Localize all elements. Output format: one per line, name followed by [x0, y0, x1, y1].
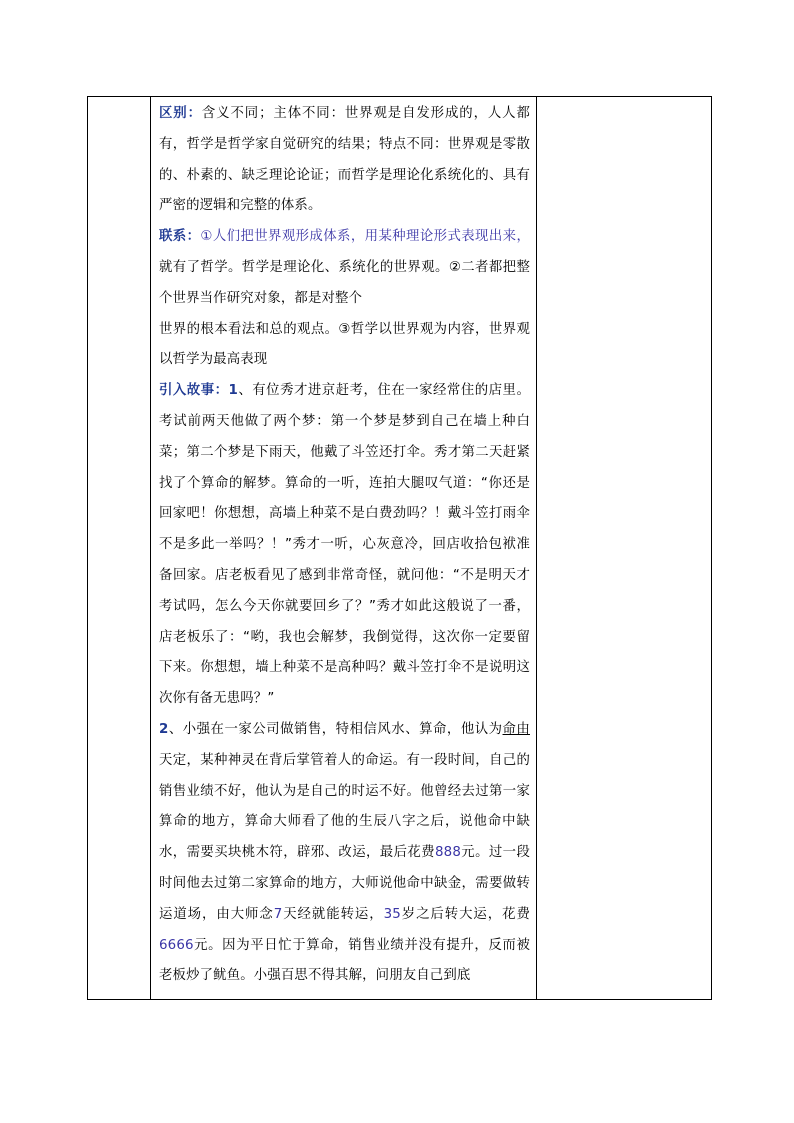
- difference-paragraph: [159, 99, 530, 222]
- story1-paragraph: [159, 376, 530, 715]
- story1-number: 1: [228, 383, 238, 399]
- connection-text-1: 就有了哲学。哲学是理论化、系统化的世界观。②二者都把整个世界当作研究对象，都是对整个: [159, 259, 530, 306]
- story2-paragraph: [159, 715, 530, 992]
- story2-text-b: 天定，某种神灵在背后掌管着人的命运。有一段时间，自己的销售业绩不好，他认为是自己的时运不好。他曾经去过第一家算命的地方，算命大师看了他的生辰八字之后，说他命中缺水，需要买块桃木符，辟邪、改运，最后花费: [159, 752, 530, 861]
- story2-amount1: 888: [435, 845, 462, 861]
- content-column-cell: [151, 97, 537, 1000]
- table-row: [88, 97, 712, 1000]
- story2-days: 7: [273, 906, 283, 922]
- lesson-table: [87, 96, 712, 1000]
- difference-text: 含义不同；主体不同：世界观是自发形成的，人人都有，哲学是哲学家自觉研究的结果；特点不同：世界观是零散的、朴素的、缺乏理论论证；而哲学是理论化系统化的、具有严密的逻辑和完整的体系。: [159, 106, 531, 214]
- connection-paragraph-continued: [159, 315, 530, 377]
- right-column-cell: [537, 97, 712, 1000]
- story2-text-a: 、小强在一家公司做销售，特相信风水、算命，他认为: [168, 721, 503, 737]
- story2-text-c: 元。过一段时间他去过第二家算命的地方，大师说他命中缺金，需要做转运道场，由大师念: [159, 845, 531, 922]
- story2-number: 2: [159, 721, 169, 737]
- story-label: 引入故事：: [159, 383, 229, 399]
- connection-paragraph: [159, 222, 530, 314]
- story2-underlined: 命由: [502, 721, 530, 737]
- content-body: [151, 97, 536, 992]
- story2-text-d: 天经就能转运，: [282, 906, 384, 922]
- left-column-cell: [88, 97, 151, 1000]
- difference-label: 区别：: [159, 106, 202, 121]
- connection-text-2: 世界的根本看法和总的观点。③哲学以世界观为内容，世界观以哲学为最高表现: [159, 321, 530, 368]
- story2-age: 35: [383, 906, 401, 922]
- connection-highlight: ①人们把世界观形成体系，用某种理论形式表现出来，: [200, 229, 530, 245]
- connection-label: 联系：: [159, 229, 201, 245]
- story2-amount2: 6666: [159, 937, 194, 953]
- story1-text: 、有位秀才进京赶考，住在一家经常住的店里。考试前两天他做了两个梦：第一个梦是梦到自己在墙上种白菜；第二个梦是下雨天，他戴了斗笠还打伞。秀才第二天赶紧找了个算命的解梦。算命的一听，连拍大腿叹气道：“你还是回家吧！你想想，高墙上种菜不是白费劲吗？！戴斗笠打雨伞不是多此一举吗？！”秀才一听，心灰意冷，回店收拾包袱准备回家。店老板看见了感到非常奇怪，就问他：“不是明天才考试吗，怎么今天你就要回乡了？”秀才如此这般说了一番，店老板乐了：“哟，我也会解梦，我倒觉得，这次你一定要留下来。你想想，墙上种菜不是高种吗？戴斗笠打伞不是说明这次你有备无患吗？”: [159, 383, 530, 707]
- story2-text-e: 岁之后转大运，花费: [400, 906, 530, 922]
- story2-text-f: 元。因为平日忙于算命，销售业绩并没有提升，反而被老板炒了鱿鱼。小强百思不得其解，问朋友自己到底: [159, 937, 530, 984]
